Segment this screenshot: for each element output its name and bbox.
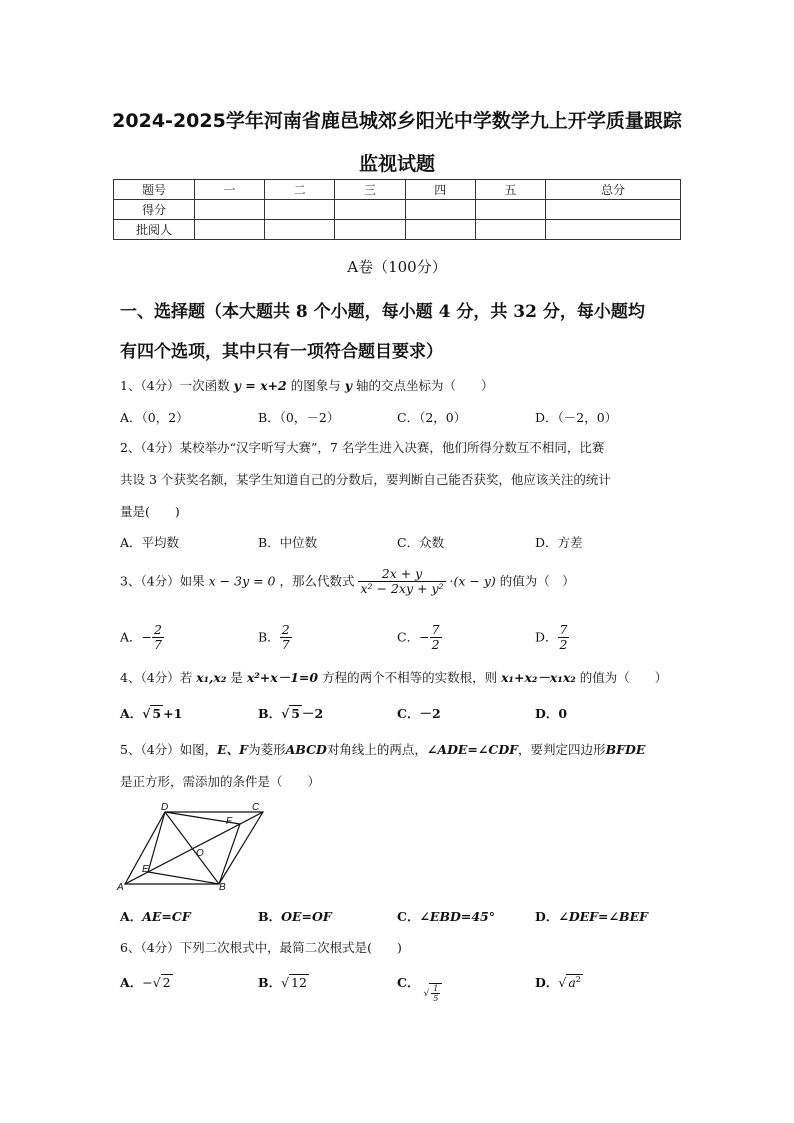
- q1-option-c[interactable]: C．（2，0）: [397, 410, 467, 425]
- row-label: 批阅人: [114, 220, 195, 240]
- question-6: 6、（4分）下列二次根式中，最简二次根式是( ): [120, 940, 402, 955]
- question-5-line1: 5、（4分）如图，E、F为菱形ABCD对角线上的两点，∠ADE=∠CDF，要判定四边形BFDE: [120, 742, 646, 757]
- table-header: 四: [405, 180, 475, 200]
- table-header: 三: [335, 180, 405, 200]
- score-cell[interactable]: [335, 200, 405, 220]
- score-cell[interactable]: [195, 200, 265, 220]
- grader-cell[interactable]: [195, 220, 265, 240]
- volume-heading: A卷（100分）: [347, 258, 447, 276]
- q5-option-d[interactable]: D．∠DEF=∠BEF: [535, 909, 648, 924]
- label-a: A: [117, 882, 124, 893]
- table-header: 一: [195, 180, 265, 200]
- question-2-line2: 共设 3 个获奖名额，某学生知道自己的分数后，要判断自己能否获奖，他应该关注的统计: [120, 472, 611, 487]
- q6-option-a[interactable]: A．−√ 2: [120, 975, 171, 990]
- section-heading-line2: 有四个选项，其中只有一项符合题目要求）: [120, 342, 443, 362]
- grader-cell[interactable]: [405, 220, 475, 240]
- question-3: 3、（4分）如果 x − 3y = 0 ，那么代数式 $\frac{2x + y}{\text{x² − 2xy + y²}}$ ·(x − y) 的值为（ ）: [120, 566, 575, 597]
- label-f: F: [226, 816, 233, 827]
- question-2-line3: 量是( ): [120, 504, 180, 519]
- table-header: 题号: [114, 180, 195, 200]
- table-row: [114, 180, 681, 200]
- question-1: 1、（4分）一次函数 y = x+2 的图象与 y 轴的交点坐标为（ ）: [120, 378, 494, 393]
- q6-option-c[interactable]: C． √ $\frac{1}{5}$: [397, 973, 442, 1003]
- score-cell[interactable]: [546, 200, 681, 220]
- q4-option-c[interactable]: C．－2: [397, 706, 441, 721]
- table-row: [114, 220, 681, 240]
- question-5-line2: 是正方形，需添加的条件是（ ）: [120, 774, 321, 789]
- label-d: D: [161, 802, 169, 813]
- q3-fraction: $\frac{2x + y}{\text{x² − 2xy + y²}}$: [360, 566, 444, 597]
- q4-option-d[interactable]: D．0: [535, 706, 568, 721]
- q2-option-c[interactable]: C．众数: [397, 535, 445, 550]
- grader-cell[interactable]: [335, 220, 405, 240]
- table-row: [114, 200, 681, 220]
- table-header: 二: [265, 180, 335, 200]
- label-c: C: [252, 802, 260, 813]
- q3-option-c[interactable]: C．− $\frac{7}{2}$: [397, 622, 440, 653]
- q4-option-b[interactable]: B．√ 5 －2: [258, 706, 324, 721]
- q1-option-d[interactable]: D．（－2，0）: [535, 410, 618, 425]
- grader-cell[interactable]: [546, 220, 681, 240]
- q3-option-a[interactable]: A．− $\frac{2}{7}$: [120, 622, 162, 653]
- rhombus-figure: [115, 798, 275, 893]
- q2-option-a[interactable]: A．平均数: [120, 535, 180, 550]
- label-b: B: [219, 882, 226, 893]
- question-4: 4、（4分）若 x₁,x₂ 是 x²+x－1=0 方程的两个不相等的实数根，则 x₁+x₂－x₁x₂ 的值为（ ）: [120, 670, 668, 685]
- q3-option-d[interactable]: D． $\frac{7}{2}$: [535, 622, 568, 653]
- row-label: 得分: [114, 200, 195, 220]
- q6-option-b[interactable]: B．√ 12: [258, 975, 307, 990]
- q6-option-d[interactable]: D．√ $a^2$: [535, 974, 581, 990]
- page-title-line2: 监视试题: [358, 153, 435, 175]
- q2-option-d[interactable]: D．方差: [535, 535, 583, 550]
- label-o: O: [196, 848, 204, 859]
- section-heading: 一、选择题（本大题共 8 个小题，每小题 4 分，共 32 分，每小题均: [120, 302, 645, 322]
- table-header: 五: [475, 180, 545, 200]
- label-e: E: [142, 864, 149, 875]
- q5-option-c[interactable]: C．∠EBD=45°: [397, 909, 495, 924]
- score-cell[interactable]: [475, 200, 545, 220]
- q1-option-b[interactable]: B．（0，－2）: [258, 410, 340, 425]
- table-header: 总分: [546, 180, 681, 200]
- score-table: [113, 179, 681, 240]
- diagonal-bd: [165, 812, 219, 884]
- score-cell[interactable]: [265, 200, 335, 220]
- q1-option-a[interactable]: A．（0，2）: [120, 410, 189, 425]
- grader-cell[interactable]: [265, 220, 335, 240]
- q5-option-a[interactable]: A．AE=CF: [120, 909, 191, 924]
- q5-option-b[interactable]: B．OE=OF: [258, 909, 332, 924]
- question-2-line1: 2、（4分）某校举办“汉字听写大赛”，7 名学生进入决赛，他们所得分数互不相同，比赛: [120, 440, 605, 455]
- grader-cell[interactable]: [475, 220, 545, 240]
- q3-option-b[interactable]: B． $\frac{2}{7}$: [258, 622, 290, 653]
- q4-option-a[interactable]: A．√ 5 +1: [120, 706, 183, 721]
- score-cell[interactable]: [405, 200, 475, 220]
- page-title: 2024-2025学年河南省鹿邑城郊乡阳光中学数学九上开学质量跟踪: [112, 110, 682, 132]
- q2-option-b[interactable]: B．中位数: [258, 535, 318, 550]
